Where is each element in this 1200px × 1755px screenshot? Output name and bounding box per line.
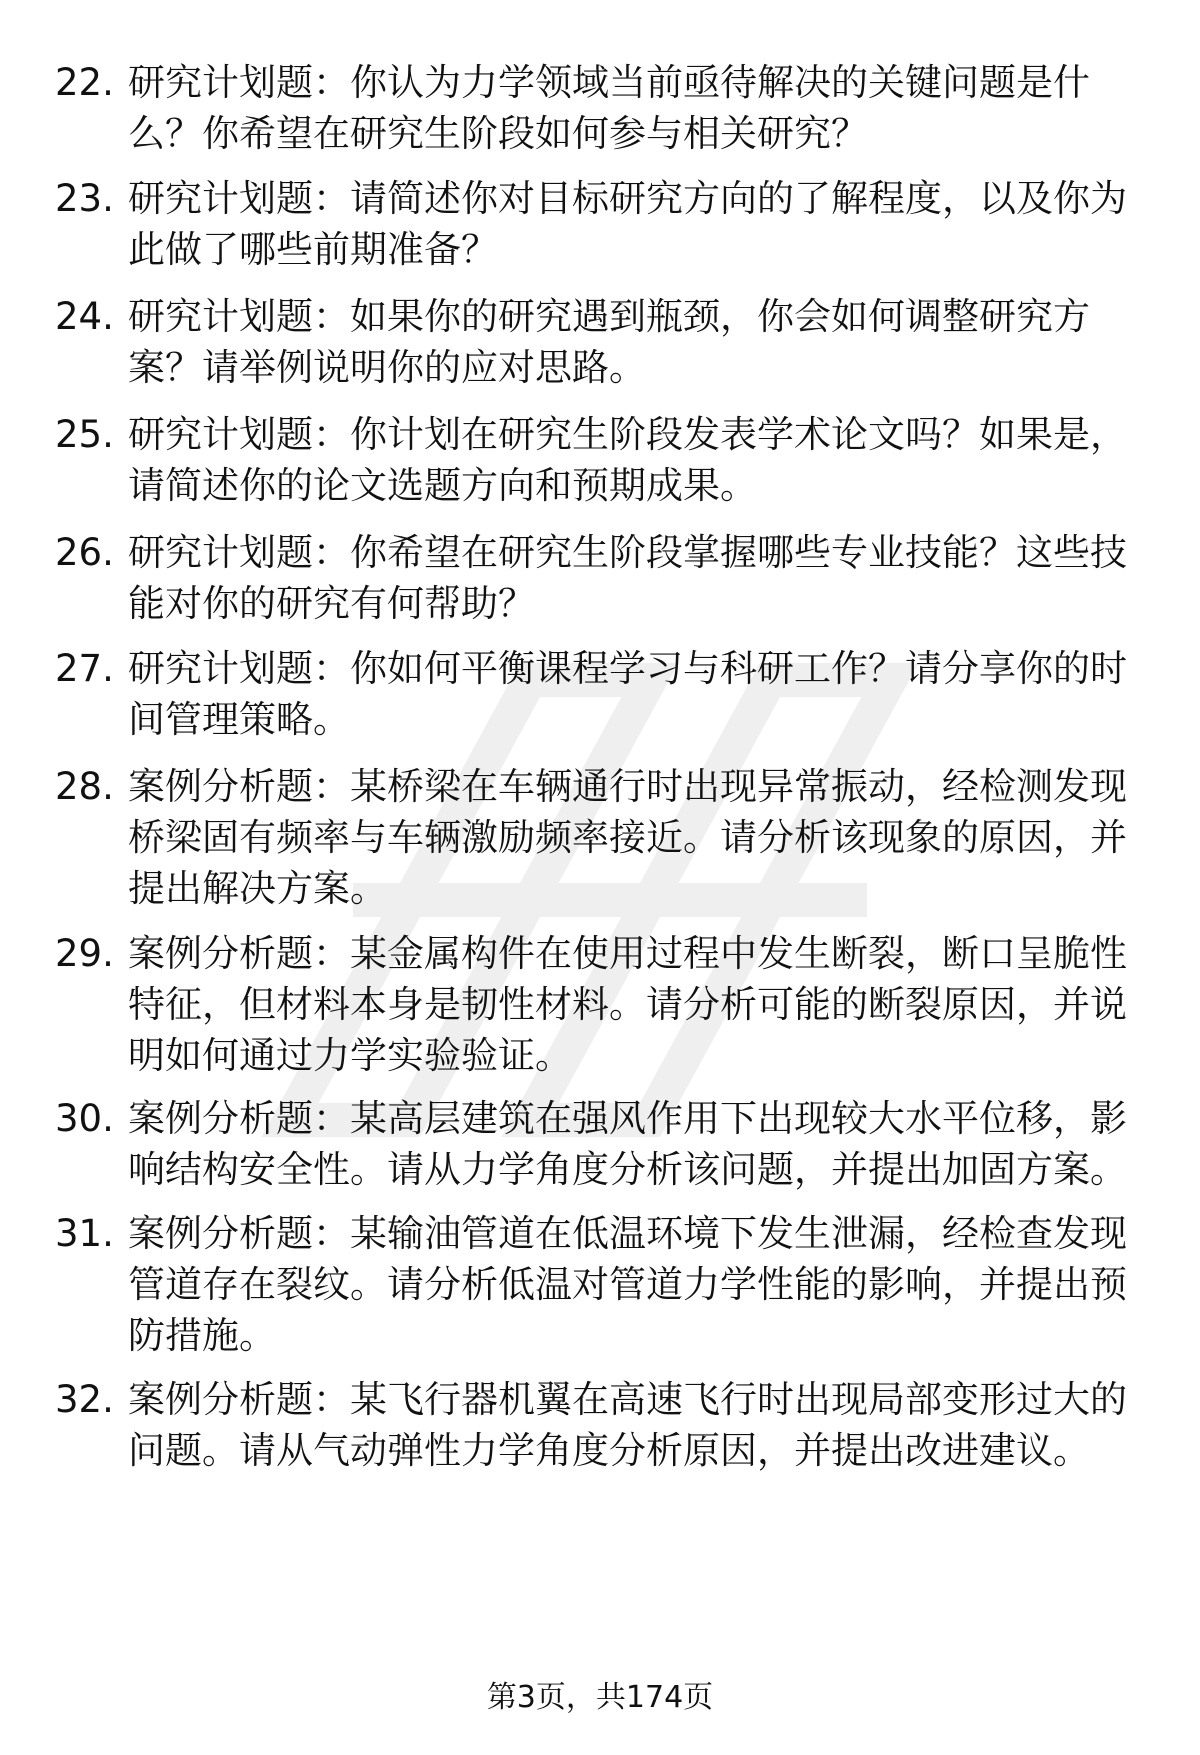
question-item: [55, 291, 1145, 393]
question-text: 案例分析题：某输油管道在低温环境下发生泄漏，经检查发现管道存在裂纹。请分析低温对管道力学性能的影响，并提出预防措施。: [128, 1212, 1127, 1357]
question-text: 案例分析题：某飞行器机翼在高速飞行时出现局部变形过大的问题。请从气动弹性力学角度分析原因，并提出改进建议。: [128, 1378, 1127, 1472]
question-text: 研究计划题：你希望在研究生阶段掌握哪些专业技能？这些技能对你的研究有何帮助？: [128, 531, 1127, 625]
question-number: 25.: [55, 413, 114, 456]
question-text: 研究计划题：你如何平衡课程学习与科研工作？请分享你的时间管理策略。: [128, 647, 1127, 741]
question-text: 研究计划题：你认为力学领域当前亟待解决的关键问题是什么？你希望在研究生阶段如何参与相关研究？: [128, 61, 1090, 155]
question-item: [55, 761, 1145, 914]
question-item: [55, 409, 1145, 511]
question-item: [55, 173, 1145, 275]
question-number: 23.: [55, 177, 114, 220]
question-text: 案例分析题：某高层建筑在强风作用下出现较大水平位移，影响结构安全性。请从力学角度分析该问题，并提出加固方案。: [128, 1097, 1127, 1191]
question-text: 研究计划题：请简述你对目标研究方向的了解程度，以及你为此做了哪些前期准备？: [128, 177, 1127, 271]
question-number: 28.: [55, 765, 114, 808]
question-number: 30.: [55, 1097, 114, 1140]
question-item: [55, 1093, 1145, 1195]
question-item: [55, 527, 1145, 629]
question-item: [55, 57, 1145, 159]
question-item: [55, 1208, 1145, 1361]
page-footer: 第3页，共174页: [486, 1680, 714, 1715]
question-text: 案例分析题：某金属构件在使用过程中发生断裂，断口呈脆性特征，但材料本身是韧性材料。请分析可能的断裂原因，并说明如何通过力学实验验证。: [128, 932, 1127, 1077]
question-text: 案例分析题：某桥梁在车辆通行时出现异常振动，经检测发现桥梁固有频率与车辆激励频率接近。请分析该现象的原因，并提出解决方案。: [128, 765, 1127, 910]
question-number: 22.: [55, 61, 114, 104]
question-number: 32.: [55, 1378, 114, 1421]
question-item: [55, 643, 1145, 745]
question-item: [55, 928, 1145, 1081]
question-item: [55, 1374, 1145, 1476]
question-number: 31.: [55, 1212, 114, 1255]
question-number: 24.: [55, 295, 114, 338]
question-text: 研究计划题：如果你的研究遇到瓶颈，你会如何调整研究方案？请举例说明你的应对思路。: [128, 295, 1090, 389]
question-number: 27.: [55, 647, 114, 690]
question-number: 26.: [55, 531, 114, 574]
question-text: 研究计划题：你计划在研究生阶段发表学术论文吗？如果是，请简述你的论文选题方向和预期成果。: [128, 413, 1127, 507]
question-number: 29.: [55, 932, 114, 975]
